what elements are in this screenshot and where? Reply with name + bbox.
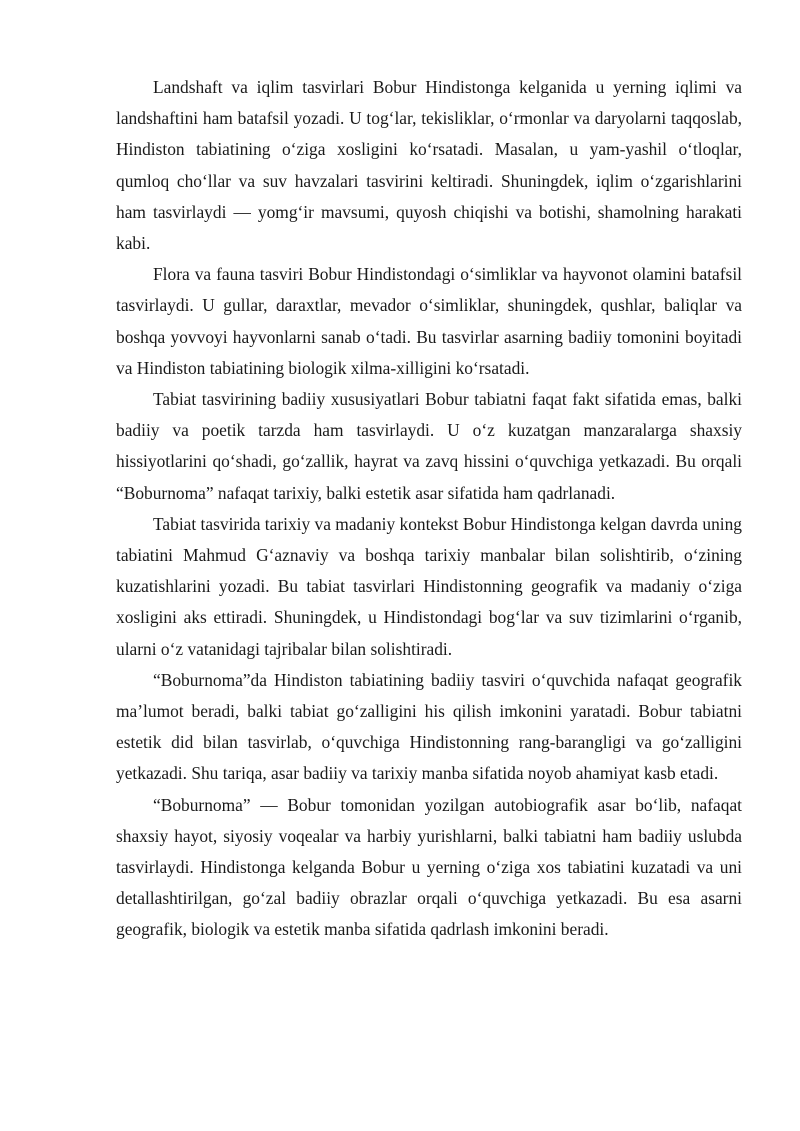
paragraph-flora-fauna: Flora va fauna tasviri Bobur Hindistondagi o‘simliklar va hayvonot olamini batafsil tasvirlaydi. U gullar, daraxtlar, mevador o‘simliklar, shuningdek, qushlar, baliqlar va boshqa yovvoyi hayvonlarni sanab o‘tadi. Bu tasvirlar asarning badiiy tomonini boyitadi va Hindiston tabiatining biologik xilma-xilligini ko‘rsatadi. bbox=[116, 264, 742, 378]
paragraph-boburnoma-summary: “Boburnoma” — Bobur tomonidan yozilgan autobiografik asar bo‘lib, nafaqat shaxsiy hayot, siyosiy voqealar va harbiy yurishlarni, balki tabiatni ham badiiy uslubda tasvirlaydi. Hindistonga kelganda Bobur u yerning o‘ziga xos tabiatini kuzatadi va uni detallashtirilgan, go‘zal badiiy obrazlar orqali o‘quvchiga yetkazadi. Bu esa asarni geografik, biologik va estetik manba sifatida qadrlash imkonini beradi. bbox=[116, 794, 742, 940]
paragraph-artistic-depiction: “Boburnoma”da Hindiston tabiatining badiiy tasviri o‘quvchida nafaqat geografik ma’lumot beradi, balki tabiat go‘zalligini his qilish imkonini yaratadi. Bobur tabiatni estetik did bilan tasvirlab, o‘quvchiga Hindistonning rang-barangligi va go‘zalligini yetkazadi. Shu tariqa, asar badiiy va tarixiy manba sifatida noyob ahamiyat kasb etadi. bbox=[116, 669, 742, 784]
paragraph-historical-context: Tabiat tasvirida tarixiy va madaniy kontekst Bobur Hindistonga kelgan davrda uning tabiatini Mahmud G‘aznaviy va boshqa tarixiy manbalar bilan solishtirib, o‘zining kuzatishlarini yozadi. Bu tabiat tasvirlari Hindistonning geografik va madaniy o‘ziga xosligini aks ettiradi. Shuningdek, u Hindistondagi bog‘lar va suv tizimlarini o‘rganib, ularni o‘z vatanidagi tajribalar bilan solishtiradi. bbox=[116, 513, 742, 659]
document-page bbox=[116, 72, 742, 946]
paragraph-artistic-features: Tabiat tasvirining badiiy xususiyatlari Bobur tabiatni faqat fakt sifatida emas, balki badiiy va poetik tarzda ham tasvirlaydi. U o‘z kuzatgan manzaralarga shaxsiy hissiyotlarini qo‘shadi, go‘zallik, hayrat va zavq hissini o‘quvchiga yetkazadi. Bu orqali “Boburnoma” nafaqat tarixiy, balki estetik asar sifatida ham qadrlanadi. bbox=[116, 389, 742, 503]
paragraph-landscape-climate: Landshaft va iqlim tasvirlari Bobur Hindistonga kelganida u yerning iqlimi va landshaftini ham batafsil yozadi. U tog‘lar, tekisliklar, o‘rmonlar va daryolarni taqqoslab, Hindiston tabiatining o‘ziga xosligini ko‘rsatadi. Masalan, u yam-yashil o‘tloqlar, qumloq cho‘llar va suv havzalari tasvirini keltiradi. Shuningdek, iqlim o‘zgarishlarini ham tasvirlaydi — yomg‘ir mavsumi, quyosh chiqishi va botishi, shamolning harakati kabi. bbox=[116, 77, 742, 254]
